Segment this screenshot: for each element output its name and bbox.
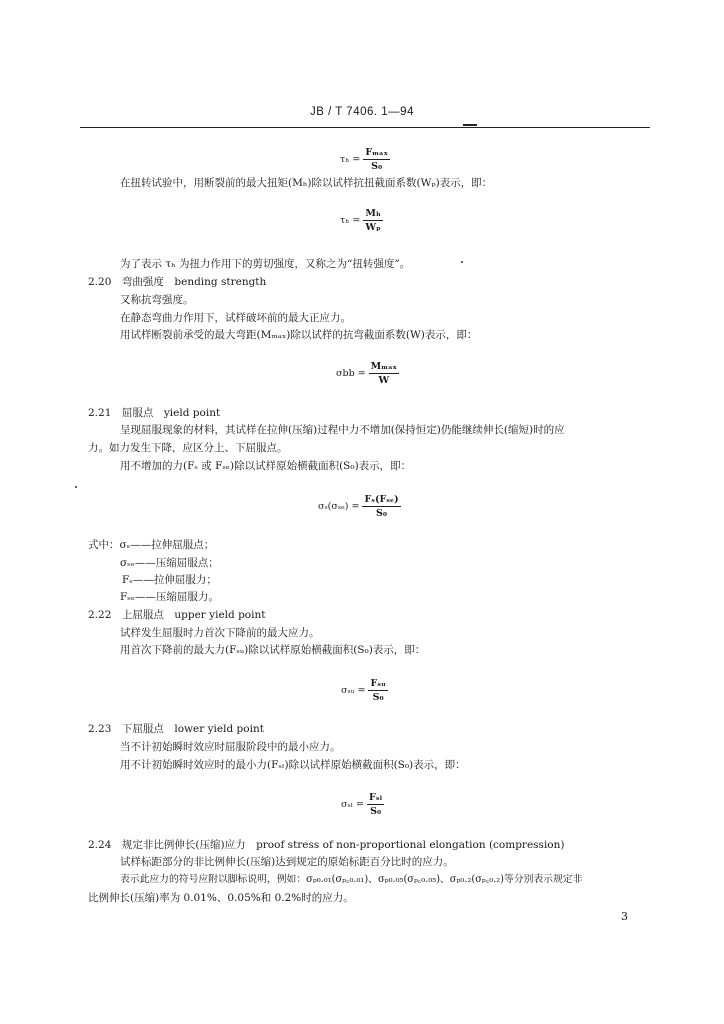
text-line: 在扭转试验中，用断裂前的最大扭矩(Mₕ)除以试样抗扭截面系数(Wₚ)表示，即：	[120, 177, 493, 189]
header-rule-mark	[463, 124, 477, 126]
stray-dot	[461, 261, 463, 263]
formula-lhs: σbb =	[336, 368, 366, 379]
text-line: 试样标距部分的非比例伸长(压缩)达到规定的原始标距百分比时的应力。	[120, 856, 454, 868]
formula-numerator: Fₛᵤ	[370, 678, 386, 689]
section-heading-2-21: 2.21 屈服点 yield point	[88, 407, 221, 419]
text-line: 又称抗弯强度。	[120, 294, 194, 306]
stray-dot	[75, 486, 77, 488]
text-line: 为了表示 τₕ 为扭力作用下的剪切强度，又称之为“扭转强度”。	[120, 258, 411, 270]
formula-torsion-max-force	[340, 147, 390, 172]
formula-yield-point	[318, 494, 401, 519]
legend-line: Fₛₑ——压缩屈服力。	[120, 591, 219, 603]
formula-denominator: Wₚ	[365, 222, 381, 233]
formula-fraction	[362, 494, 400, 519]
text-line: 力。如力发生下降，应区分上、下屈服点。	[88, 442, 288, 454]
formula-lhs: τₕ =	[340, 154, 361, 165]
legend-line: 式中：σₛ——拉伸屈服点；	[88, 539, 215, 551]
formula-lhs: σₛₗ =	[341, 799, 364, 810]
formula-lhs: τₕ =	[340, 215, 361, 226]
formula-fraction	[363, 147, 390, 172]
formula-denominator: W	[378, 375, 390, 386]
section-heading-2-24: 2.24 规定非比例伸长(压缩)应力 proof stress of non-proportional elongation (compression)	[88, 839, 565, 851]
page-number: 3	[621, 910, 628, 923]
formula-denominator: S₀	[370, 806, 382, 817]
text-line: 用不增加的力(Fₛ 或 Fₛₑ)除以试样原始横截面积(S₀)表示，即：	[120, 460, 412, 472]
text-line: 呈现屈服现象的材料，其试样在拉伸(压缩)过程中力不增加(保持恒定)仍能继续伸长(缩短)时的应	[120, 424, 565, 436]
formula-bending-strength	[336, 361, 399, 386]
document-header: JB / T 7406. 1—94	[310, 106, 414, 118]
text-line: 表示此应力的符号应附以脚标说明，例如：σₚ₀.₀₁(σₚ꜀₀.₀₁)、σₚ₀.₀₅(σₚ꜀₀.₀₅)、σₚ₀.₂(σₚ꜀₀.₂)等分别表示规定非	[120, 874, 583, 885]
formula-denominator: S₀	[376, 508, 388, 519]
text-line: 试样发生屈服时力首次下降前的最大应力。	[120, 627, 320, 639]
formula-fraction	[367, 792, 384, 817]
formula-upper-yield-point	[341, 678, 388, 703]
formula-numerator: Mₕ	[365, 208, 381, 219]
section-heading-2-20: 2.20 弯曲强度 bending strength	[88, 276, 267, 288]
text-line: 用首次下降前的最大力(Fₛᵤ)除以试样原始横截面积(S₀)表示，即：	[120, 644, 426, 656]
legend-line: Fₛ——拉伸屈服力；	[122, 574, 217, 586]
text-line: 用不计初始瞬时效应时的最小力(Fₛₗ)除以试样原始横截面积(S₀)表示，即：	[120, 759, 466, 771]
header-rule	[80, 127, 650, 128]
formula-denominator: S₀	[372, 692, 384, 703]
formula-fraction	[369, 361, 399, 386]
section-heading-2-23: 2.23 下屈服点 lower yield point	[88, 723, 264, 735]
formula-numerator: Fₛₗ	[368, 792, 383, 803]
text-line: 当不计初始瞬时效应时屈服阶段中的最小应力。	[120, 741, 341, 753]
text-line: 用试样断裂前承受的最大弯距(Mₘₐₓ)除以试样的抗弯截面系数(W)表示，即：	[120, 329, 478, 341]
formula-lhs: σₛᵤ =	[341, 685, 366, 696]
formula-fraction	[363, 208, 382, 233]
text-line: 在静态弯曲力作用下，试样破坏前的最大正应力。	[120, 312, 351, 324]
text-line: 比例伸长(压缩)率为 0.01%、0.05%和 0.2%时的应力。	[88, 892, 354, 904]
formula-denominator: S₀	[371, 161, 383, 172]
formula-numerator: Fₘₐₓ	[365, 147, 388, 158]
formula-fraction	[368, 678, 387, 703]
formula-numerator: Mₘₐₓ	[370, 361, 398, 372]
formula-numerator: Fₛ(Fₛₑ)	[364, 494, 399, 505]
formula-torsion-strength	[340, 208, 383, 233]
formula-lhs: σₛ(σₛₑ) =	[318, 501, 360, 512]
formula-lower-yield-point	[341, 792, 384, 817]
section-heading-2-22: 2.22 上屈服点 upper yield point	[88, 609, 266, 621]
legend-line: σₛₑ——压缩屈服点；	[120, 557, 219, 569]
